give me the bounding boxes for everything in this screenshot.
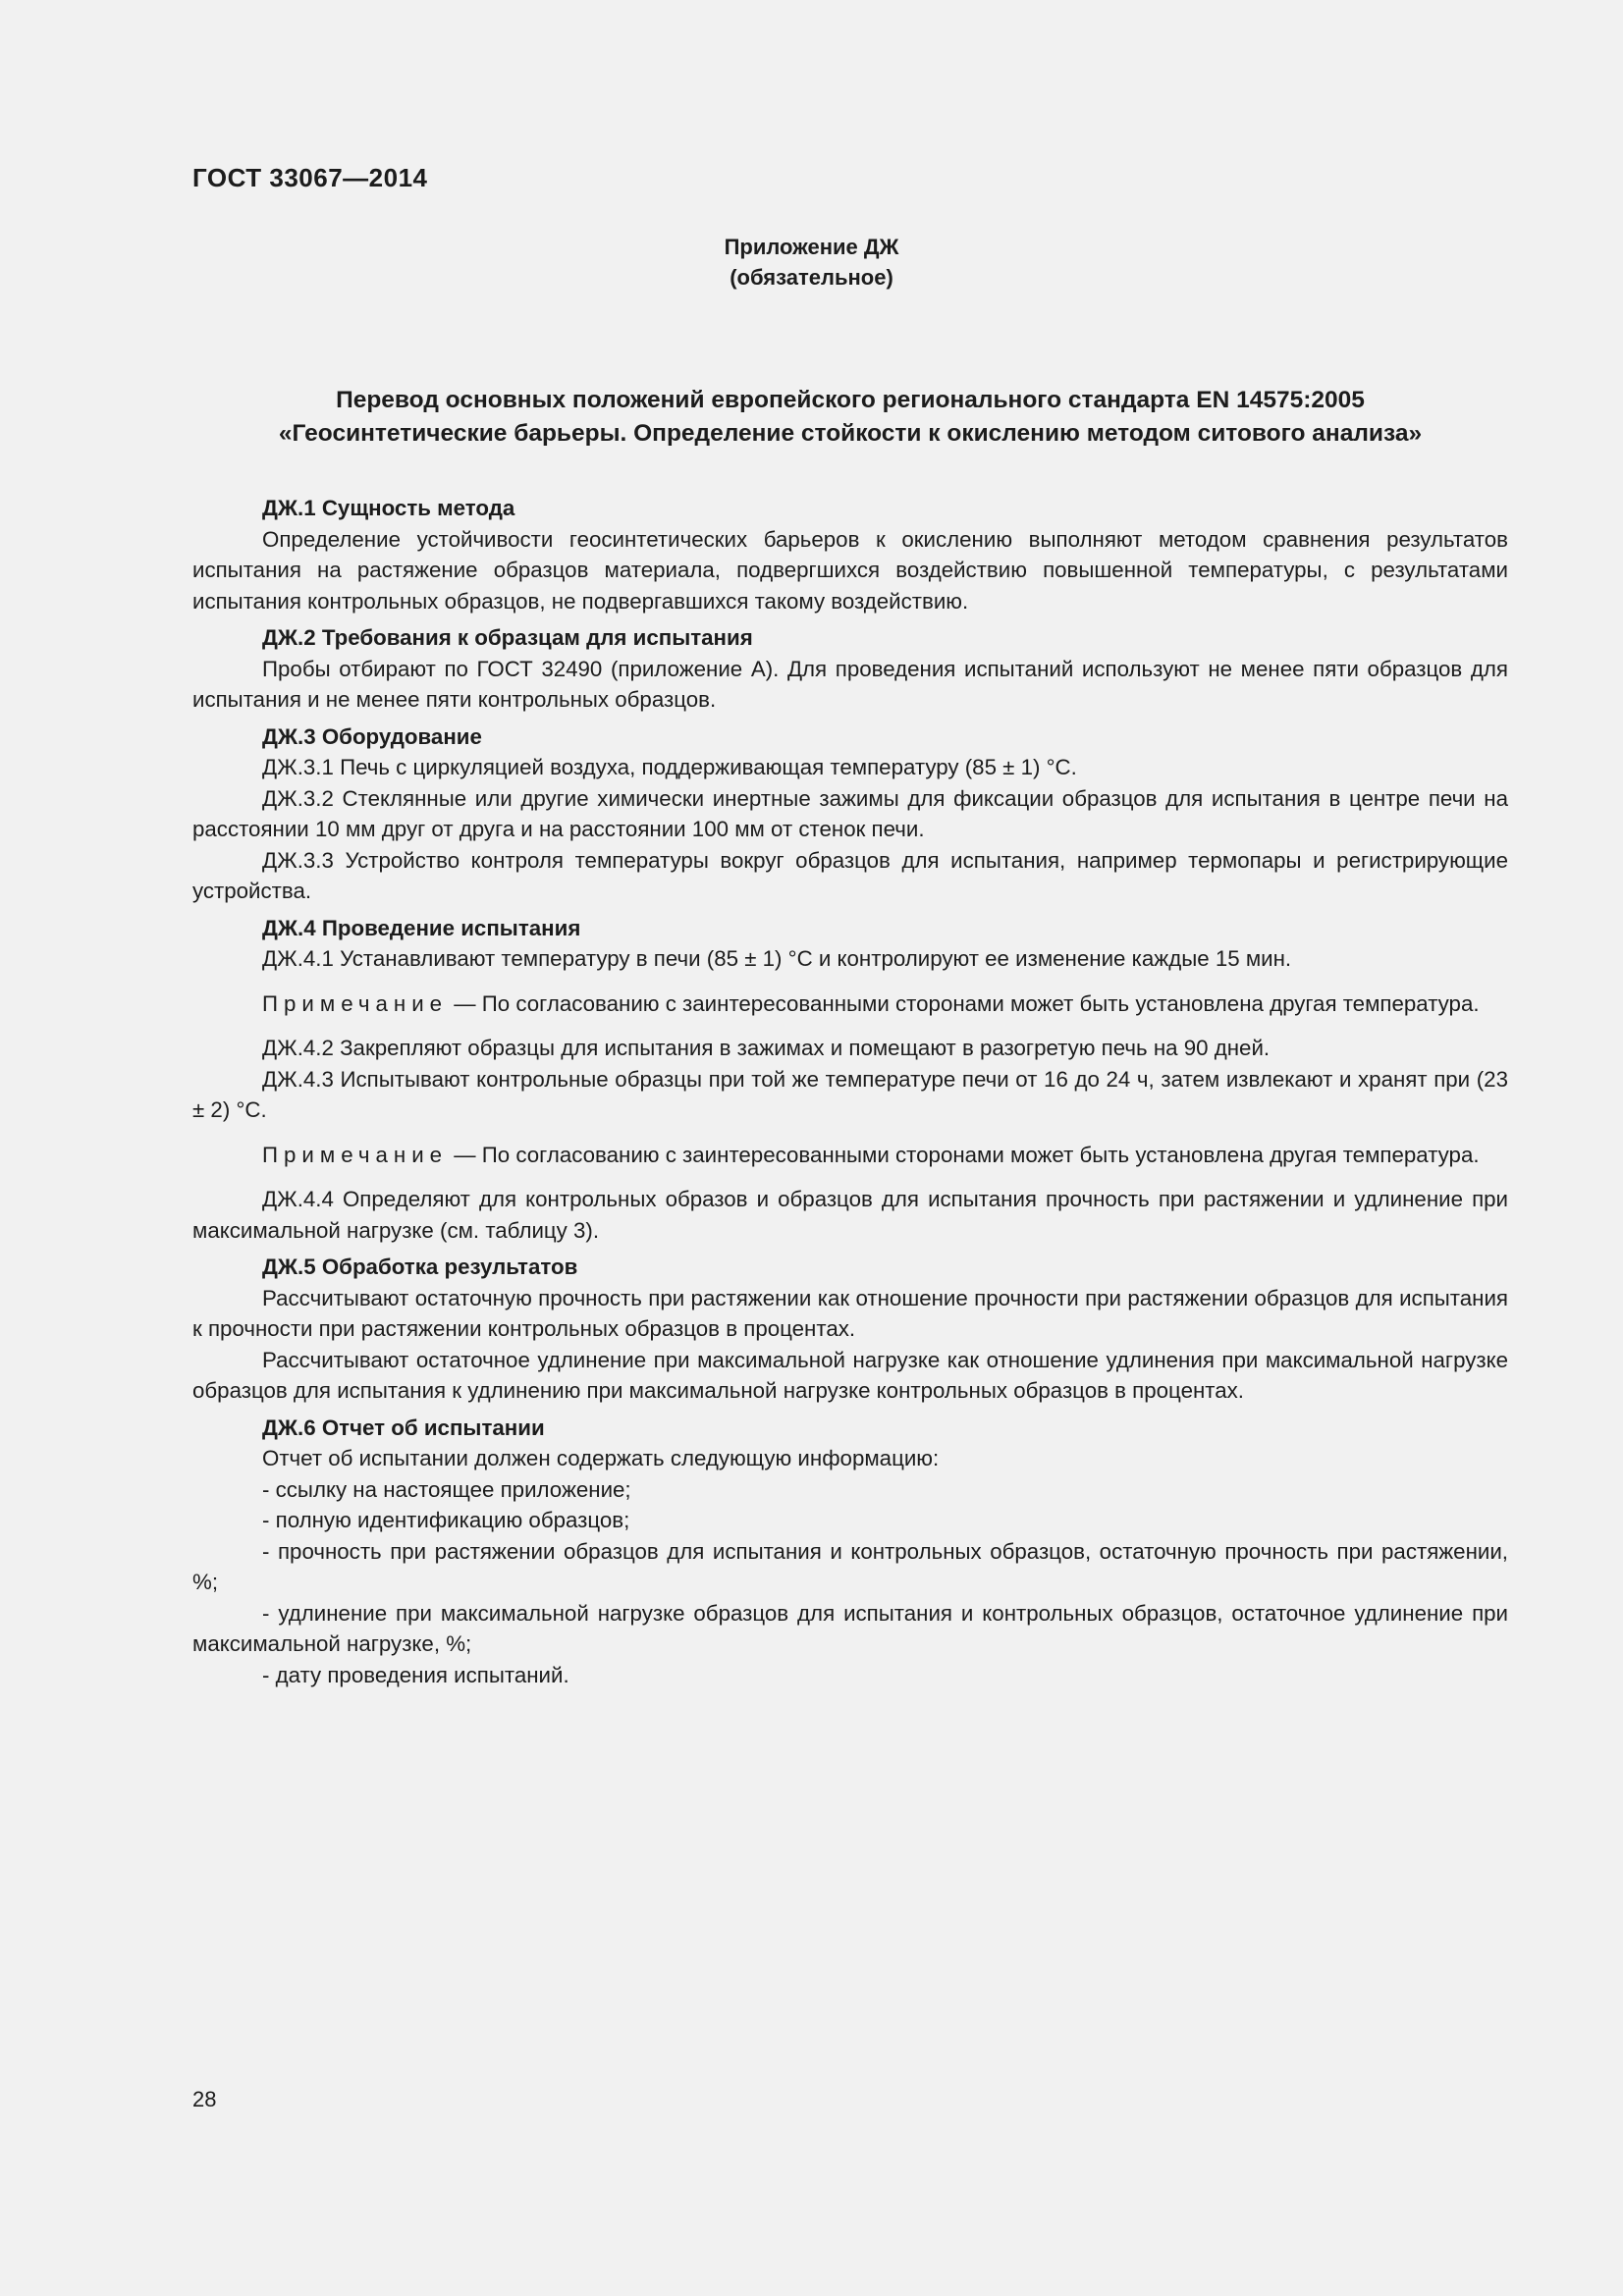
appendix-heading: [0, 232, 1623, 293]
paragraph: ДЖ.4.2 Закрепляют образцы для испытания в зажимах и помещают в разогретую печь на 90 дней.: [262, 1036, 1271, 1060]
appendix-status: (обязательное): [730, 265, 893, 290]
section-heading: ДЖ.6 Отчет об испытании: [262, 1415, 545, 1440]
section-heading: ДЖ.3 Оборудование: [262, 723, 482, 749]
paragraph: ДЖ.3.3 Устройство контроля температуры вокруг образцов для испытания, например термопары и регистрирующие устройства.: [192, 847, 1508, 903]
paragraph: Рассчитывают остаточное удлинение при максимальной нагрузке как отношение удлинения при максимальной нагрузке образцов для испытания к удлинению при максимальной нагрузке контрольных образцов в процентах.: [192, 1347, 1508, 1403]
section-heading: ДЖ.1 Сущность метода: [262, 496, 515, 520]
main-title-line-1: Перевод основных положений европейского регионального стандарта EN 14575:2005: [336, 387, 1365, 413]
page-number: 28: [192, 2087, 217, 2111]
document-code: ГОСТ 33067—2014: [192, 163, 428, 192]
list-item: - дату проведения испытаний.: [262, 1662, 569, 1687]
main-title-line-2: «Геосинтетические барьеры. Определение стойкости к окислению методом ситового анализа»: [278, 420, 1423, 447]
section-heading: ДЖ.2 Требования к образцам для испытания: [262, 625, 753, 650]
paragraph: Определение устойчивости геосинтетических барьеров к окислению выполняют методом сравнения результатов испытания на растяжение образцов материала, подвергшихся воздействию повышенной температуры, с результатами испытания контрольных образцов, не подвергавшихся такому воздействию.: [192, 526, 1508, 614]
paragraph: ДЖ.3.2 Стеклянные или другие химически инертные зажимы для фиксации образцов для испытания в центре печи на расстоянии 10 мм друг от друга и на расстоянии 100 мм от стенок печи.: [192, 785, 1508, 841]
note-label: Примечание: [262, 1142, 449, 1167]
note-text: — По согласованию с заинтересованными сторонами может быть установлена другая температура.: [454, 1142, 1480, 1167]
main-title: [192, 384, 1508, 451]
appendix-title: Приложение ДЖ: [724, 235, 899, 259]
paragraph: ДЖ.4.3 Испытывают контрольные образцы при той же температуре печи от 16 до 24 ч, затем извлекают и хранят при (23 ± 2) °С.: [192, 1066, 1508, 1122]
note: [192, 1140, 1508, 1171]
paragraph: ДЖ.3.1 Печь с циркуляцией воздуха, поддерживающая температуру (85 ± 1) °С.: [262, 755, 1077, 779]
list-item: - полную идентификацию образцов;: [262, 1508, 630, 1532]
note-text: — По согласованию с заинтересованными сторонами может быть установлена другая температура.: [454, 990, 1480, 1016]
note-label: Примечание: [262, 990, 449, 1016]
list-item: - ссылку на настоящее приложение;: [262, 1476, 631, 1502]
paragraph: Рассчитывают остаточную прочность при растяжении как отношение прочности при растяжении образцов для испытания к прочности при растяжении контрольных образцов в процентах.: [192, 1285, 1508, 1341]
paragraph: ДЖ.4.4 Определяют для контрольных образов и образцов для испытания прочность при растяжении и удлинение при максимальной нагрузке (см. таблицу 3).: [192, 1187, 1508, 1243]
paragraph: ДЖ.4.1 Устанавливают температуру в печи (85 ± 1) °С и контролируют ее изменение каждые 15 мин.: [262, 946, 1292, 971]
section-heading: ДЖ.4 Проведение испытания: [262, 915, 581, 940]
list-item: - прочность при растяжении образцов для испытания и контрольных образцов, остаточную прочность при растяжении, %;: [192, 1538, 1508, 1594]
document-body: [192, 487, 1508, 1690]
section-heading: ДЖ.5 Обработка результатов: [262, 1255, 578, 1279]
paragraph: Пробы отбирают по ГОСТ 32490 (приложение А). Для проведения испытаний используют не менее пяти образцов для испытания и не менее пяти контрольных образцов.: [192, 656, 1508, 712]
paragraph: Отчет об испытании должен содержать следующую информацию:: [262, 1446, 940, 1470]
list-item: - удлинение при максимальной нагрузке образцов для испытания и контрольных образцов, остаточное удлинение при максимальной нагрузке, %;: [192, 1600, 1508, 1656]
note: [192, 988, 1508, 1020]
